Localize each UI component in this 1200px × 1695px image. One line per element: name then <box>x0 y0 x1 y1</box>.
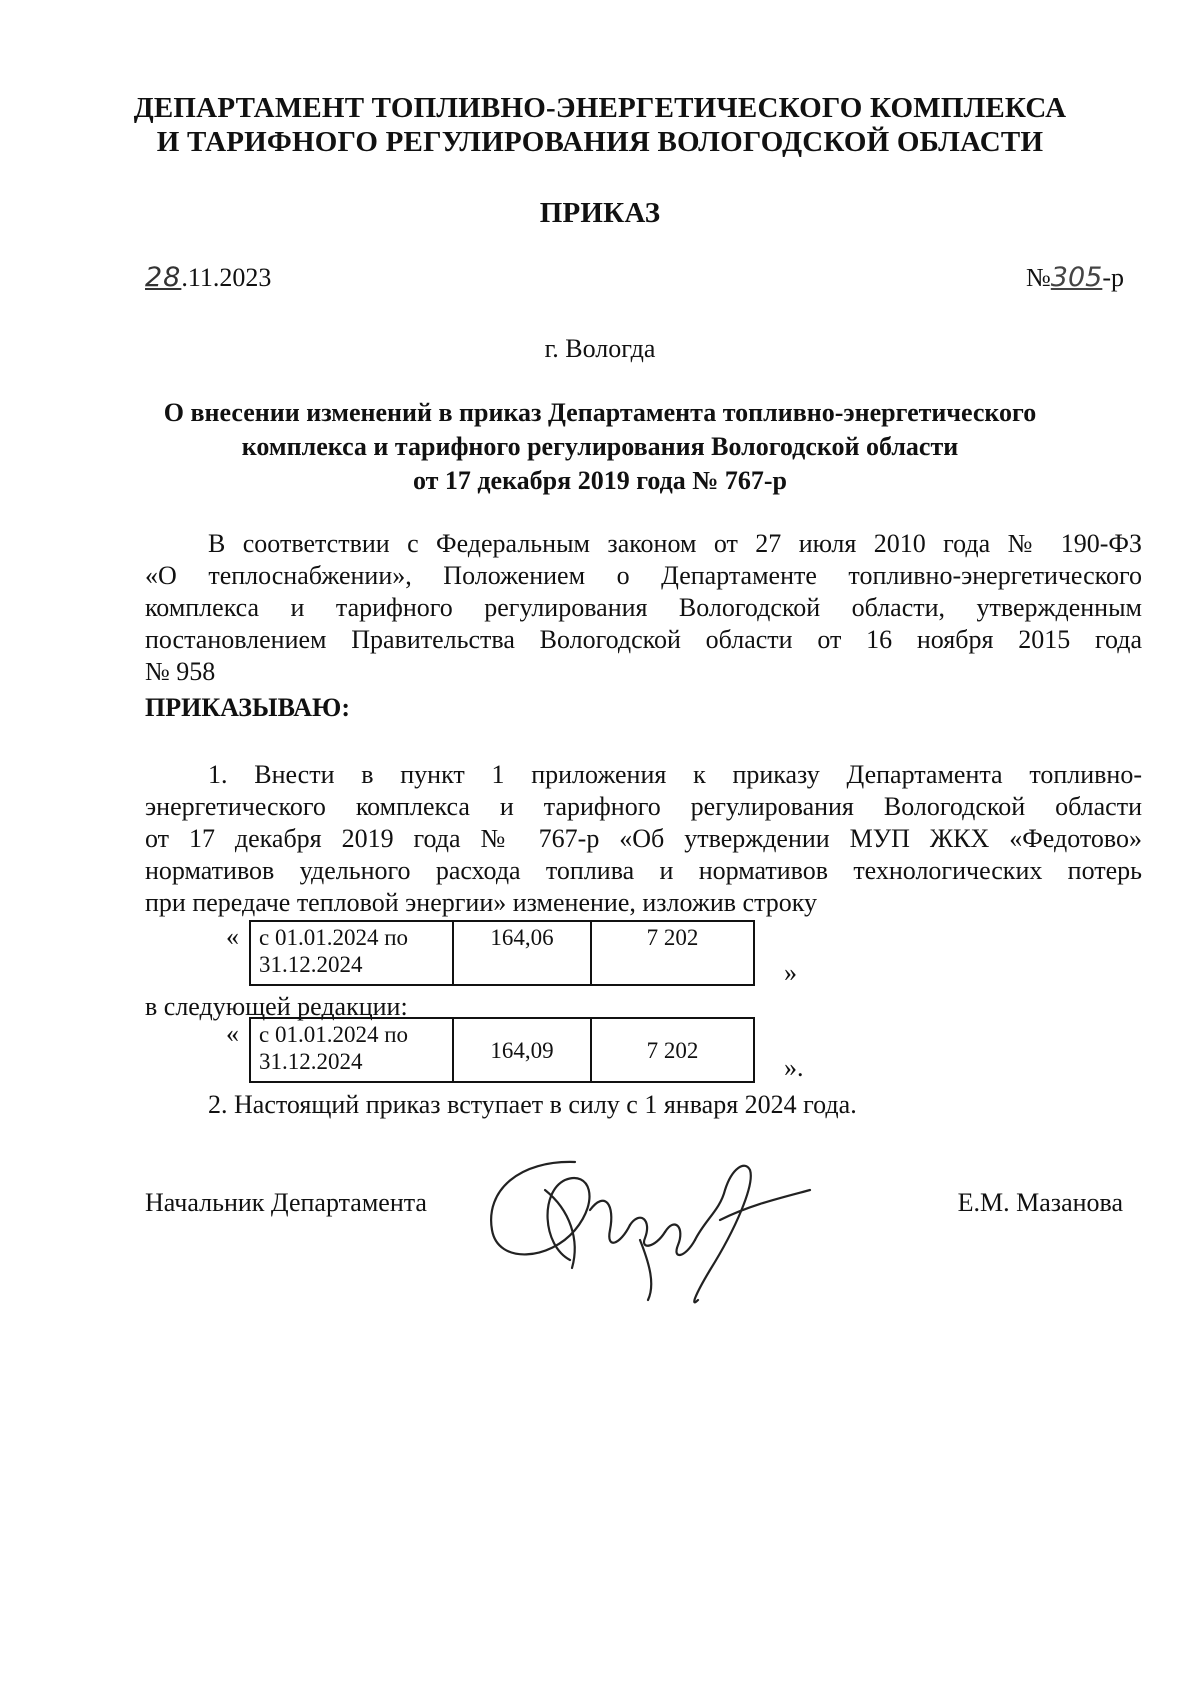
preamble <box>145 528 1142 688</box>
new-row-period-line1: с 01.01.2024 по <box>259 1022 409 1047</box>
signatory-name: Е.М. Мазанова <box>957 1188 1123 1217</box>
item-1 <box>145 759 1142 919</box>
old-row-close-quote: » <box>784 958 797 987</box>
new-row-table <box>249 1017 755 1083</box>
number-handwritten: 305 <box>1050 262 1103 293</box>
subject-line1: О внесении изменений в приказ Департамента топливно-энергетического <box>163 398 1037 427</box>
item-1-line: энергетического комплекса и тарифного регулирования Вологодской области <box>145 792 1142 821</box>
signatory-position: Начальник Департамента <box>145 1188 427 1217</box>
order-number <box>1026 262 1124 293</box>
handwritten-signature-icon <box>480 1150 880 1310</box>
preamble-line: № 958 <box>145 657 216 686</box>
date-day-handwritten: 28 <box>145 262 182 293</box>
new-row-close-quote: ». <box>784 1053 804 1082</box>
order-word: ПРИКАЗЫВАЮ: <box>145 693 350 722</box>
number-prefix: № <box>1025 263 1051 292</box>
old-row-open-quote: « <box>226 922 239 951</box>
old-row-value2: 7 202 <box>591 921 754 985</box>
date-rest: .11.2023 <box>181 263 272 292</box>
preamble-line: комплекса и тарифного регулирования Вологодской области, утвержденным <box>145 593 1142 622</box>
new-row-value2: 7 202 <box>591 1018 754 1082</box>
new-row-value1: 164,09 <box>453 1018 591 1082</box>
item-1-line: при передаче тепловой энергии» изменение, изложив строку <box>145 888 818 917</box>
item-1-line: нормативов удельного расхода топлива и нормативов технологических потерь <box>145 856 1142 885</box>
preamble-line: «О теплоснабжении», Положением о Департаменте топливно-энергетического <box>145 561 1142 590</box>
preamble-line: постановлением Правительства Вологодской области от 16 ноября 2015 года <box>145 625 1142 654</box>
number-suffix: -р <box>1102 263 1124 292</box>
city: г. Вологда <box>544 334 656 363</box>
new-row-period-line2: 31.12.2024 <box>259 1049 363 1074</box>
order-date <box>145 262 271 293</box>
in-edition-text: в следующей редакции: <box>145 992 408 1021</box>
subject-line2: комплекса и тарифного регулирования Вологодской области <box>241 432 959 461</box>
old-row-value1: 164,06 <box>453 921 591 985</box>
old-row-table <box>249 920 755 986</box>
old-row-period-line1: с 01.01.2024 по <box>259 925 409 950</box>
old-row-period-cell <box>250 921 453 985</box>
new-row-period-cell <box>250 1018 453 1082</box>
department-name-line2: И ТАРИФНОГО РЕГУЛИРОВАНИЯ ВОЛОГОДСКОЙ ОБЛАСТИ <box>156 126 1044 158</box>
item-2: 2. Настоящий приказ вступает в силу с 1 января 2024 года. <box>208 1090 857 1119</box>
table-row <box>250 1018 754 1082</box>
item-1-line: от 17 декабря 2019 года № 767-р «Об утверждении МУП ЖКХ «Федотово» <box>145 824 1142 853</box>
new-row-open-quote: « <box>226 1019 239 1048</box>
subject-line3: от 17 декабря 2019 года № 767-р <box>412 466 788 495</box>
department-name-line1: ДЕПАРТАМЕНТ ТОПЛИВНО-ЭНЕРГЕТИЧЕСКОГО КОМПЛЕКСА <box>133 92 1067 124</box>
table-row <box>250 921 754 985</box>
document-type: ПРИКАЗ <box>539 197 661 229</box>
item-1-line: 1. Внести в пункт 1 приложения к приказу Департамента топливно- <box>208 760 1142 789</box>
preamble-line: В соответствии с Федеральным законом от 27 июля 2010 года № 190-ФЗ <box>208 529 1142 558</box>
old-row-period-line2: 31.12.2024 <box>259 952 363 977</box>
